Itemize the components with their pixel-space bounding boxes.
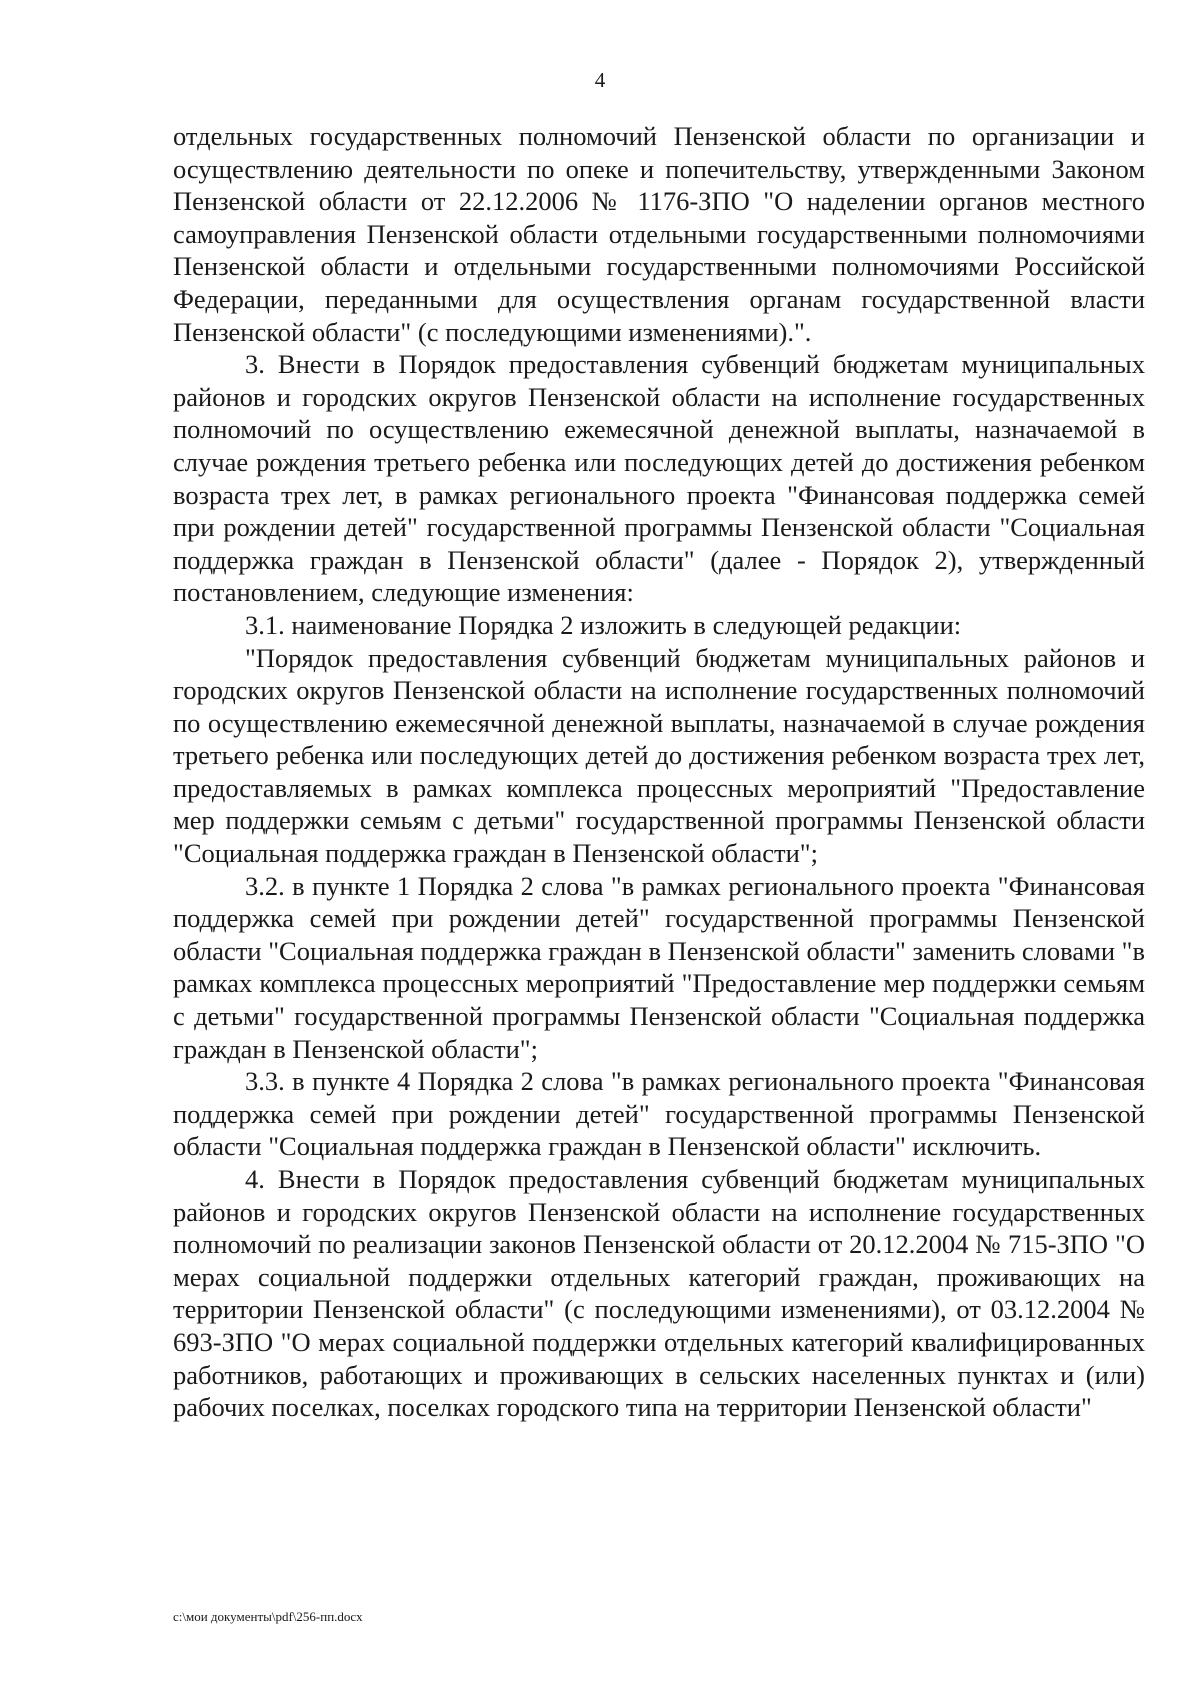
document-body: [173, 120, 1145, 1424]
page-number: 4: [594, 68, 606, 92]
paragraph-item-3: 3. Внести в Порядок предоставления субвенций бюджетам муниципальных районов и городских округов Пензенской области на исполнение государственных полномочий по осуществлению ежемесячной денежной выплаты, назначаемой в случае рождения третьего ребенка или последующих детей до достижения ребенком возраста трех лет, в рамках регионального проекта "Финансовая поддержка семей при рождении детей" государственной программы Пензенской области "Социальная поддержка граждан в Пензенской области" (далее - Порядок 2), утвержденный постановлением, следующие изменения:: [173, 349, 1145, 608]
paragraph-continuation: отдельных государственных полномочий Пензенской области по организации и осуществлению деятельности по опеке и попечительству, утвержденными Законом Пензенской области от 22.12.2006 № 1176-ЗПО "О наделении органов местного самоуправления Пензенской области отдельными государственными полномочиями Пензенской области и отдельными государственными полномочиями Российской Федерации, переданными для осуществления органам государственной власти Пензенской области" (с последующими изменениями).".: [173, 121, 1145, 347]
paragraph-item-3-1: 3.1. наименование Порядка 2 изложить в следующей редакции:: [245, 609, 962, 640]
paragraph-item-4: 4. Внести в Порядок предоставления субвенций бюджетам муниципальных районов и городских округов Пензенской области на исполнение государственных полномочий по реализации законов Пензенской области от 20.12.2004 № 715-ЗПО "О мерах социальной поддержки отдельных категорий граждан, проживающих на территории Пензенской области" (с последующими изменениями), от 03.12.2004 № 693-ЗПО "О мерах социальной поддержки отдельных категорий квалифицированных работников, работающих и проживающих в сельских населенных пунктах и (или) рабочих поселках, поселках городского типа на территории Пензенской области": [173, 1164, 1145, 1423]
paragraph-quoted-title: "Порядок предоставления субвенций бюджетам муниципальных районов и городских округов Пензенской области на исполнение государственных полномочий по осуществлению ежемесячной денежной выплаты, назначаемой в случае рождения третьего ребенка или последующих детей до достижения ребенком возраста трех лет, предоставляемых в рамках комплекса процессных мероприятий "Предоставление мер поддержки семьям с детьми" государственной программы Пензенской области "Социальная поддержка граждан в Пензенской области";: [173, 642, 1145, 869]
paragraph-item-3-2: 3.2. в пункте 1 Порядка 2 слова "в рамках регионального проекта "Финансовая поддержка семей при рождении детей" государственной программы Пензенской области "Социальная поддержка граждан в Пензенской области" заменить словами "в рамках комплекса процессных мероприятий "Предоставление мер поддержки семьям с детьми" государственной программы Пензенской области "Социальная поддержка граждан в Пензенской области";: [173, 870, 1145, 1064]
footer-file-path: c:\мои документы\pdf\256-пп.docx: [173, 1609, 363, 1624]
paragraph-item-3-3: 3.3. в пункте 4 Порядка 2 слова "в рамках регионального проекта "Финансовая поддержка семей при рождении детей" государственной программы Пензенской области "Социальная поддержка граждан в Пензенской области" исключить.: [173, 1066, 1145, 1162]
